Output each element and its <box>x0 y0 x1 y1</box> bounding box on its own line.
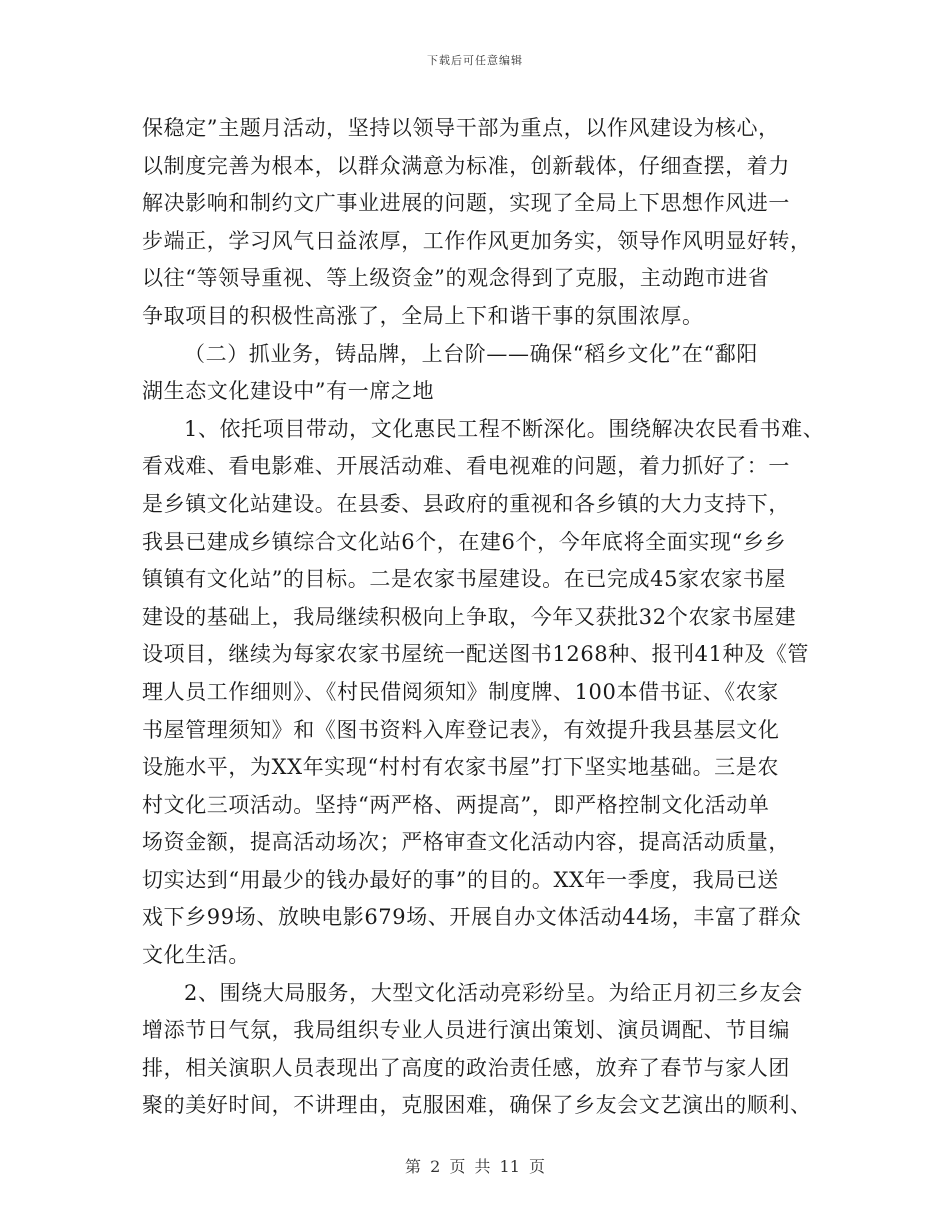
paragraph <box>142 336 827 411</box>
text-line: 设项目，继续为每家农家书屋统一配送图书1268种、报刊41种及《管 <box>142 642 809 667</box>
text-line: 理人员工作细则》、《村民借阅须知》制度牌、100本借书证、《农家 <box>142 679 779 704</box>
text-line: 场资金额，提高活动场次；严格审查文化活动内容，提高活动质量， <box>142 830 790 855</box>
text-line: 解决影响和制约文广事业进展的问题，实现了全局上下思想作风进一 <box>142 191 790 216</box>
paragraph <box>142 975 827 1125</box>
page-number-footer: 第 2 页 共 11 页 <box>405 1157 545 1176</box>
text-line: 设施水平，为XX年实现“村村有农家书屋”打下坚实地基础。三是农 <box>142 755 779 780</box>
page-header-note: 下载后可任意编辑 <box>427 54 523 67</box>
text-line: 聚的美好时间，不讲理由，克服困难，确保了乡友会文艺演出的顺利、 <box>142 1093 812 1118</box>
text-line: 2、围绕大局服务，大型文化活动亮彩纷呈。为给正月初三乡友会 <box>184 980 803 1005</box>
text-line: 以制度完善为根本，以群众满意为标准，创新载体，仔细查摆，着力 <box>142 153 790 178</box>
paragraph <box>142 110 827 336</box>
text-line: 看戏难、看电影难、开展活动难、看电视难的问题，着力抓好了：一 <box>142 454 790 479</box>
paragraph <box>142 411 827 975</box>
text-line: 切实达到“用最少的钱办最好的事”的目的。XX年一季度，我局已送 <box>142 867 779 892</box>
document-body <box>142 110 827 1125</box>
text-line: 建设的基础上，我局继续积极向上争取，今年又获批32个农家书屋建 <box>142 604 797 629</box>
text-line: 村文化三项活动。坚持“两严格、两提高”，即严格控制文化活动单 <box>142 792 770 817</box>
text-line: （二）抓业务，铸品牌，上台阶——确保“稻乡文化”在“鄱阳 <box>184 341 759 366</box>
text-line: 镇镇有文化站”的目标。二是农家书屋建设。在已完成45家农家书屋 <box>142 567 787 592</box>
text-line: 排，相关演职人员表现出了高度的政治责任感，放弃了春节与家人团 <box>142 1055 790 1080</box>
text-line: 我县已建成乡镇综合文化站6个，在建6个，今年底将全面实现“乡乡 <box>142 529 787 554</box>
text-line: 以往“等领导重视、等上级资金”的观念得到了克服，主动跑市进省 <box>142 266 770 291</box>
text-line: 是乡镇文化站建设。在县委、县政府的重视和各乡镇的大力支持下， <box>142 491 790 516</box>
text-line: 增添节日气氛，我局组织专业人员进行演出策划、演员调配、节目编 <box>142 1018 790 1043</box>
text-line: 争取项目的积极性高涨了，全局上下和谐干事的氛围浓厚。 <box>142 303 704 328</box>
text-line: 保稳定”主题月活动，坚持以领导干部为重点，以作风建设为核心， <box>142 116 780 140</box>
text-line: 文化生活。 <box>142 943 250 968</box>
text-line: 湖生态文化建设中”有一席之地 <box>142 379 435 404</box>
text-line: 步端正，学习风气日益浓厚，工作作风更加务实，领导作风明显好转， <box>142 228 812 253</box>
text-line: 书屋管理须知》和《图书资料入库登记表》，有效提升我县基层文化 <box>142 717 780 742</box>
text-line: 1、依托项目带动，文化惠民工程不断深化。围绕解决农民看书难、 <box>184 416 825 441</box>
text-line: 戏下乡99场、放映电影679场、开展自办文体活动44场，丰富了群众 <box>142 905 802 930</box>
